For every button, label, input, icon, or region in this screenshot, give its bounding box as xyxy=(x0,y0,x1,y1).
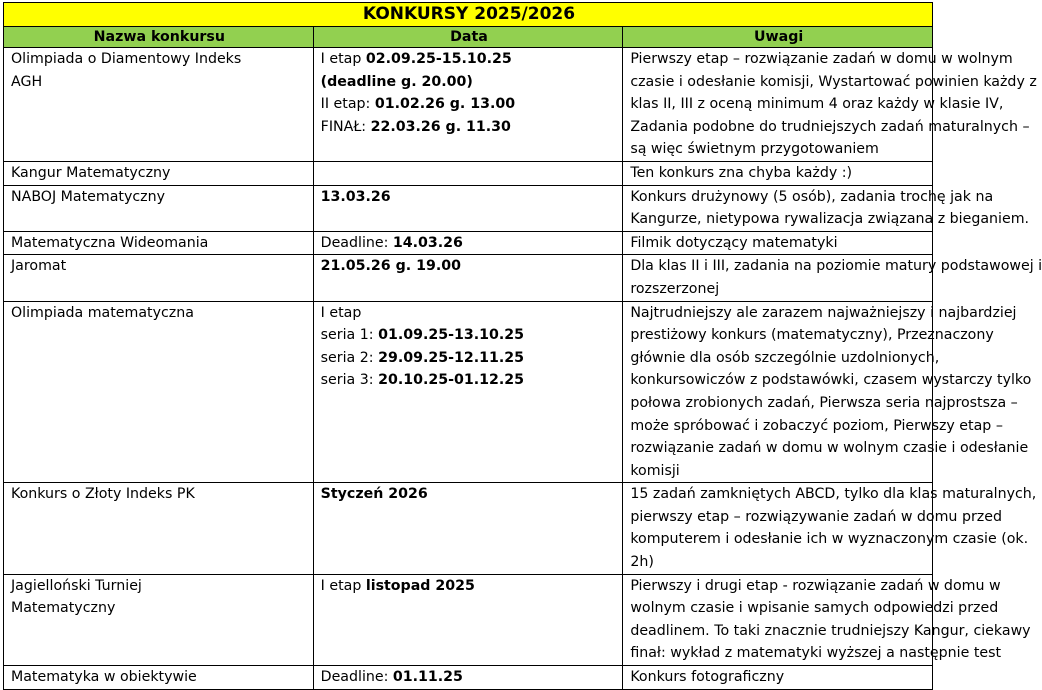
table-body xyxy=(4,48,1042,690)
notes-line: rozszerzonej xyxy=(630,280,720,297)
date-value: 01.11.25 xyxy=(392,669,463,686)
notes-line: głównie dla osób szczególnie uzdolnionych, xyxy=(630,349,940,366)
date-line xyxy=(321,255,618,278)
notes-line: wolnym czasie i wpisanie samych odpowiedzi przed xyxy=(630,600,999,617)
contest-notes-cell xyxy=(623,255,1042,301)
notes-line: Pierwszy i drugi etap - rozwiązanie zadań w domu w xyxy=(630,577,1001,594)
date-value: (deadline g. 20.00) xyxy=(320,73,473,90)
date-line xyxy=(321,186,618,209)
contest-name-line: Olimpiada o Diamentowy Indeks xyxy=(11,51,242,67)
contest-date-cell xyxy=(313,185,623,231)
date-value: 01.02.26 g. 13.00 xyxy=(374,96,516,113)
date-prefix: seria 1: xyxy=(320,327,379,344)
date-line xyxy=(321,93,618,116)
date-value: 14.03.26 xyxy=(392,234,463,251)
contest-name-cell xyxy=(4,666,314,690)
table-row xyxy=(4,48,933,162)
notes-line: Konkurs drużynowy (5 osób), zadania trochę jak na xyxy=(630,188,994,205)
date-prefix: I etap xyxy=(320,577,366,594)
notes-line: finał: wykład z matematyki wyższej a następnie test xyxy=(630,645,1002,662)
contest-name-line: AGH xyxy=(11,73,43,90)
contest-notes-cell xyxy=(623,231,933,255)
contest-name-line: Jagielloński Turniej xyxy=(11,577,142,594)
contest-date-cell xyxy=(313,48,623,162)
date-value: 29.09.25-12.11.25 xyxy=(378,349,524,366)
table-row xyxy=(4,231,933,255)
contest-notes-cell xyxy=(623,185,1030,231)
date-line xyxy=(321,302,618,325)
date-value: 21.05.26 g. 19.00 xyxy=(320,258,461,275)
contest-date-cell xyxy=(313,574,623,665)
table-row xyxy=(4,666,933,690)
header-notes: Uwagi xyxy=(623,27,933,48)
notes-line: może spróbować i zobaczyć poziom, Pierwszy etap – xyxy=(630,417,1003,434)
date-line xyxy=(321,369,618,392)
contest-name-line: Matematyka w obiektywie xyxy=(11,669,197,686)
table-row xyxy=(4,185,933,231)
date-line xyxy=(321,71,618,94)
notes-line: konkursowiczów z podstawówki, czasem wystarczy tylko xyxy=(630,372,1032,389)
contest-name-cell xyxy=(4,231,314,255)
date-line xyxy=(321,483,618,506)
date-line xyxy=(321,48,618,71)
notes-line: Kangurze, nietypowa rywalizacja związana z bieganiem. xyxy=(630,211,1030,228)
notes-line: 15 zadań zamkniętych ABCD, tylko dla klas maturalnych, xyxy=(630,486,1037,503)
date-value: 20.10.25-01.12.25 xyxy=(378,372,524,389)
contest-name-cell xyxy=(4,483,314,574)
notes-line: czasie i odesłanie komisji, Wystartować powinien każdy z xyxy=(630,73,1037,90)
contest-name-line: Kangur Matematyczny xyxy=(11,164,171,181)
contest-date-cell xyxy=(313,231,623,255)
date-line xyxy=(321,347,618,370)
notes-line: Pierwszy etap – rozwiązanie zadań w domu w wolnym xyxy=(630,51,1013,67)
notes-line: komisji xyxy=(630,462,680,479)
notes-line: połowa zrobionych zadań, Pierwsza seria najprostsza – xyxy=(630,394,1018,411)
contest-name-line: Jaromat xyxy=(11,258,67,275)
notes-line: rozwiązanie zadań w domu w wolnym czasie i odesłanie xyxy=(630,440,1029,457)
contest-notes-cell xyxy=(623,48,1037,162)
title-row xyxy=(4,3,933,27)
contest-name-line: Konkurs o Złoty Indeks PK xyxy=(11,486,195,503)
date-line xyxy=(321,666,618,689)
contest-notes-cell xyxy=(623,483,1037,574)
contest-name-line: Olimpiada matematyczna xyxy=(11,304,194,321)
contest-name-line: Matematyczna Wideomania xyxy=(11,234,209,251)
date-prefix: Deadline: xyxy=(320,234,393,251)
date-prefix: seria 3: xyxy=(320,372,379,389)
contest-date-cell xyxy=(313,483,623,574)
header-date: Data xyxy=(313,27,623,48)
contest-name-cell xyxy=(4,185,314,231)
date-value: 22.03.26 g. 11.30 xyxy=(370,118,511,135)
date-prefix: seria 2: xyxy=(320,349,379,366)
date-value: 13.03.26 xyxy=(320,188,391,205)
contest-name-cell xyxy=(4,574,314,665)
contest-name-cell xyxy=(4,255,314,301)
date-value: 01.09.25-13.10.25 xyxy=(378,327,524,344)
table-row xyxy=(4,255,933,301)
table-row xyxy=(4,161,933,185)
date-prefix: Deadline: xyxy=(320,669,393,686)
notes-line: 2h) xyxy=(630,554,654,571)
notes-line: Najtrudniejszy ale zarazem najważniejszy i najbardziej xyxy=(630,304,1017,321)
date-line xyxy=(321,324,618,347)
date-value: listopad 2025 xyxy=(365,577,475,594)
notes-line: są więc świetnym przygotowaniem xyxy=(630,141,879,158)
contest-date-cell xyxy=(313,301,623,483)
notes-line: Dla klas II i III, zadania na poziomie matury podstawowej i xyxy=(630,258,1042,275)
sheet-title: KONKURSY 2025/2026 xyxy=(4,3,933,27)
contest-name-line: NABOJ Matematyczny xyxy=(11,188,165,205)
contest-name-line: Matematyczny xyxy=(11,600,116,617)
contest-date-cell xyxy=(313,666,623,690)
contest-date-cell xyxy=(313,161,623,185)
date-line xyxy=(321,116,618,139)
contest-name-cell xyxy=(4,161,314,185)
contest-name-cell xyxy=(4,301,314,483)
contest-name-cell xyxy=(4,48,314,162)
notes-line: Zadania podobne do trudniejszych zadań maturalnych – xyxy=(630,118,1030,135)
table-row xyxy=(4,483,933,574)
notes-line: klas II, III z oceną minimum 4 oraz każdy w klasie IV, xyxy=(630,96,1004,113)
notes-line: Ten konkurs zna chyba każdy :) xyxy=(630,164,853,181)
header-row xyxy=(4,27,933,48)
date-value: Styczeń 2026 xyxy=(320,486,428,503)
date-prefix: I etap xyxy=(320,51,366,67)
date-prefix: I etap xyxy=(320,304,362,321)
notes-line: pierwszy etap – rozwiązywanie zadań w domu przed xyxy=(630,508,1002,525)
contest-notes-cell xyxy=(623,301,1032,483)
contest-notes-cell xyxy=(623,666,933,690)
contest-date-cell xyxy=(313,255,623,301)
notes-line: prestiżowy konkurs (matematyczny), Przeznaczony xyxy=(630,327,994,344)
date-value: 02.09.25-15.10.25 xyxy=(365,51,512,67)
notes-line: Konkurs fotograficzny xyxy=(630,669,785,686)
contest-notes-cell xyxy=(623,161,933,185)
notes-line: deadlinem. To taki znacznie trudniejszy Kangur, ciekawy xyxy=(630,622,1031,639)
notes-line: komputerem i odesłanie ich w wyznaczonym czasie (ok. xyxy=(630,531,1029,548)
contest-notes-cell xyxy=(623,574,1031,665)
notes-line: Filmik dotyczący matematyki xyxy=(630,234,838,251)
header-name: Nazwa konkursu xyxy=(4,27,314,48)
date-line xyxy=(321,232,618,255)
contests-table xyxy=(3,2,1042,690)
date-line xyxy=(321,575,618,598)
table-row xyxy=(4,301,933,483)
table-row xyxy=(4,574,933,665)
date-prefix: FINAŁ: xyxy=(320,118,371,135)
date-prefix: II etap: xyxy=(320,96,375,113)
